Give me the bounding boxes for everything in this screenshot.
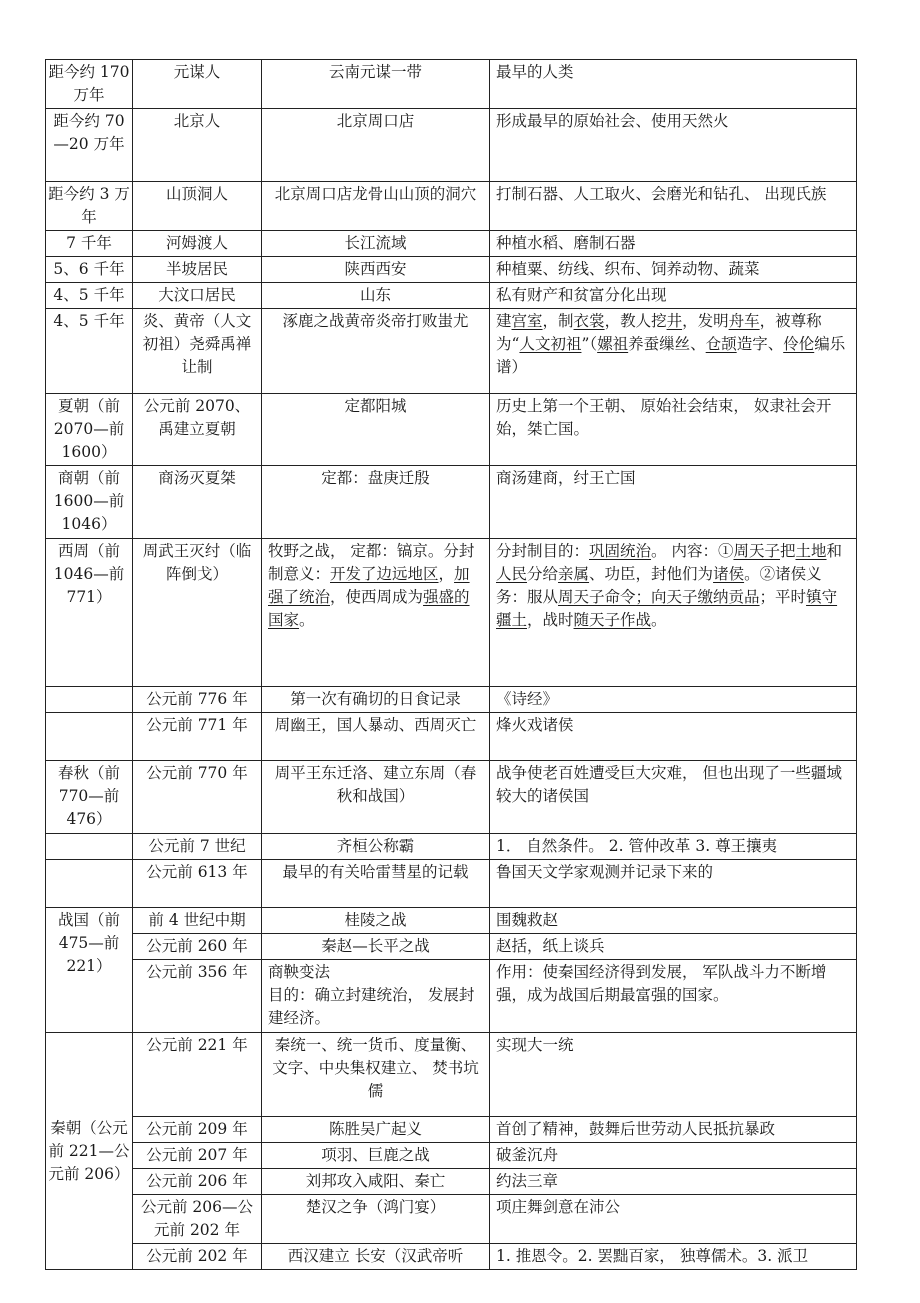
time-cell: 公元前 2070、禹建立夏朝 — [133, 394, 262, 466]
table-row — [46, 1143, 857, 1169]
era-cell-empty — [46, 687, 133, 713]
time-cell: 公元前 7 世纪 — [133, 834, 262, 860]
time-cell: 前 4 世纪中期 — [133, 908, 262, 934]
note-cell: 建宫室，制衣裳，教人挖井，发明舟车，被尊称为“人文初祖”（嫘祖养蚕缫丝、仓颉造字、伶伦编乐谱） — [490, 309, 857, 394]
event-cell: 项羽、巨鹿之战 — [262, 1143, 490, 1169]
time-cell: 公元前 260 年 — [133, 934, 262, 960]
event-cell: 秦统一、统一货币、度量衡、文字、中央集权建立、 焚书坑儒 — [262, 1033, 490, 1117]
event-cell: 最早的有关哈雷彗星的记载 — [262, 860, 490, 908]
time-cell: 公元前 206—公元前 202 年 — [133, 1195, 262, 1244]
note-cell: 实现大一统 — [490, 1033, 857, 1117]
event-cell: 秦赵—长平之战 — [262, 934, 490, 960]
note-cell: 鲁国天文学家观测并记录下来的 — [490, 860, 857, 908]
table-row — [46, 960, 857, 1033]
table-row — [46, 908, 857, 934]
note-cell: 1. 推恩令。2. 罢黜百家， 独尊儒术。3. 派卫 — [490, 1244, 857, 1270]
event-title: 商鞅变法 — [268, 963, 331, 981]
era-cell: 秦朝（公元前 221—公元前 206） — [46, 1033, 133, 1270]
era-cell-empty — [46, 713, 133, 761]
event-cell: 陕西西安 — [262, 257, 490, 283]
event-cell: 陈胜吴广起义 — [262, 1117, 490, 1143]
table-row — [46, 934, 857, 960]
era-cell: 商朝（前 1600—前 1046） — [46, 466, 133, 539]
note-cell: 最早的人类 — [490, 60, 857, 109]
table-row — [46, 231, 857, 257]
era-cell: 夏朝（前 2070—前 1600） — [46, 394, 133, 466]
table-row — [46, 182, 857, 231]
table-row — [46, 1033, 857, 1117]
note-cell: 作用：使秦国经济得到发展， 军队战斗力不断增强，成为战国后期最富强的国家。 — [490, 960, 857, 1033]
event-cell: 齐桓公称霸 — [262, 834, 490, 860]
table-row — [46, 466, 857, 539]
time-cell: 公元前 206 年 — [133, 1169, 262, 1195]
era-cell: 西周（前 1046—前 771） — [46, 539, 133, 687]
note-cell: 打制石器、人工取火、会磨光和钻孔、 出现氏族 — [490, 182, 857, 231]
table-row — [46, 257, 857, 283]
time-cell: 公元前 356 年 — [133, 960, 262, 1033]
note-cell: 首创了精神，鼓舞后世劳动人民抵抗暴政 — [490, 1117, 857, 1143]
event-cell: 周幽王，国人暴动、西周灭亡 — [262, 713, 490, 761]
event-cell: 楚汉之争（鸿门宴） — [262, 1195, 490, 1244]
event-cell: 北京周口店 — [262, 109, 490, 182]
era-cell: 5、6 千年 — [46, 257, 133, 283]
history-timeline-table — [45, 59, 857, 1270]
event-cell: 涿鹿之战黄帝炎帝打败蚩尤 — [262, 309, 490, 394]
note-cell: 战争使老百姓遭受巨大灾难， 但也出现了一些疆域较大的诸侯国 — [490, 761, 857, 834]
note-cell: 赵括，纸上谈兵 — [490, 934, 857, 960]
era-cell: 战国（前 475—前 221） — [46, 908, 133, 1033]
era-cell-empty — [46, 860, 133, 908]
table-row — [46, 539, 857, 687]
event-cell: 刘邦攻入咸阳、秦亡 — [262, 1169, 490, 1195]
era-cell: 距今约 170 万年 — [46, 60, 133, 109]
table-row — [46, 1244, 857, 1270]
time-cell: 公元前 221 年 — [133, 1033, 262, 1117]
time-cell: 公元前 771 年 — [133, 713, 262, 761]
time-cell: 半坡居民 — [133, 257, 262, 283]
era-cell: 距今约 70—20 万年 — [46, 109, 133, 182]
note-cell: 围魏救赵 — [490, 908, 857, 934]
time-cell: 公元前 207 年 — [133, 1143, 262, 1169]
table-row — [46, 109, 857, 182]
note-cell: 项庄舞剑意在沛公 — [490, 1195, 857, 1244]
time-cell: 公元前 613 年 — [133, 860, 262, 908]
table-row — [46, 834, 857, 860]
event-detail: 目的：确立封建统治， 发展封建经济。 — [268, 986, 475, 1027]
note-cell: 烽火戏诸侯 — [490, 713, 857, 761]
time-cell: 炎、黄帝（人文初祖）尧舜禹禅让制 — [133, 309, 262, 394]
time-cell: 周武王灭纣（临阵倒戈） — [133, 539, 262, 687]
table-row — [46, 687, 857, 713]
event-cell: 桂陵之战 — [262, 908, 490, 934]
note-cell: 私有财产和贫富分化出现 — [490, 283, 857, 309]
history-timeline-table-wrap — [45, 59, 856, 1270]
era-cell: 4、5 千年 — [46, 309, 133, 394]
note-cell: 历史上第一个王朝、 原始社会结束， 奴隶社会开始，桀亡国。 — [490, 394, 857, 466]
time-cell: 山顶洞人 — [133, 182, 262, 231]
note-cell: 《诗经》 — [490, 687, 857, 713]
event-cell: 西汉建立 长安（汉武帝听 — [262, 1244, 490, 1270]
event-cell — [262, 960, 490, 1033]
event-cell: 定都阳城 — [262, 394, 490, 466]
era-cell: 7 千年 — [46, 231, 133, 257]
event-cell: 牧野之战， 定都：镐京。分封制意义：开发了边远地区，加强了统治，使西周成为强盛的国家。 — [262, 539, 490, 687]
note-cell: 形成最早的原始社会、使用天然火 — [490, 109, 857, 182]
event-cell: 长江流域 — [262, 231, 490, 257]
time-cell: 元谋人 — [133, 60, 262, 109]
table-row — [46, 1195, 857, 1244]
event-cell: 山东 — [262, 283, 490, 309]
table-row — [46, 283, 857, 309]
note-cell: 1． 自然条件。 2. 管仲改革 3. 尊王攘夷 — [490, 834, 857, 860]
table-row — [46, 1117, 857, 1143]
table-row — [46, 761, 857, 834]
time-cell: 公元前 202 年 — [133, 1244, 262, 1270]
note-cell: 商汤建商，纣王亡国 — [490, 466, 857, 539]
era-cell: 4、5 千年 — [46, 283, 133, 309]
time-cell: 大汶口居民 — [133, 283, 262, 309]
table-row — [46, 860, 857, 908]
note-cell: 分封制目的：巩固统治。 内容：①周天子把土地和人民分给亲属、功臣，封他们为诸侯。②诸侯义务：服从周天子命令；向天子缴纳贡品；平时镇守疆土，战时随天子作战。 — [490, 539, 857, 687]
era-cell-empty — [46, 834, 133, 860]
event-cell: 定都：盘庚迁殷 — [262, 466, 490, 539]
event-cell: 北京周口店龙骨山山顶的洞穴 — [262, 182, 490, 231]
table-row — [46, 1169, 857, 1195]
time-cell: 公元前 770 年 — [133, 761, 262, 834]
time-cell: 北京人 — [133, 109, 262, 182]
event-cell: 周平王东迁洛、建立东周（春秋和战国） — [262, 761, 490, 834]
era-cell: 春秋（前 770—前 476） — [46, 761, 133, 834]
table-row — [46, 394, 857, 466]
era-cell: 距今约 3 万年 — [46, 182, 133, 231]
time-cell: 公元前 776 年 — [133, 687, 262, 713]
event-cell: 第一次有确切的日食记录 — [262, 687, 490, 713]
event-cell: 云南元谋一带 — [262, 60, 490, 109]
note-cell: 约法三章 — [490, 1169, 857, 1195]
time-cell: 商汤灭夏桀 — [133, 466, 262, 539]
time-cell: 公元前 209 年 — [133, 1117, 262, 1143]
table-row — [46, 309, 857, 394]
note-cell: 破釜沉舟 — [490, 1143, 857, 1169]
note-cell: 种植粟、纺线、织布、饲养动物、蔬菜 — [490, 257, 857, 283]
table-row — [46, 713, 857, 761]
time-cell: 河姆渡人 — [133, 231, 262, 257]
table-row — [46, 60, 857, 109]
note-cell: 种植水稻、磨制石器 — [490, 231, 857, 257]
